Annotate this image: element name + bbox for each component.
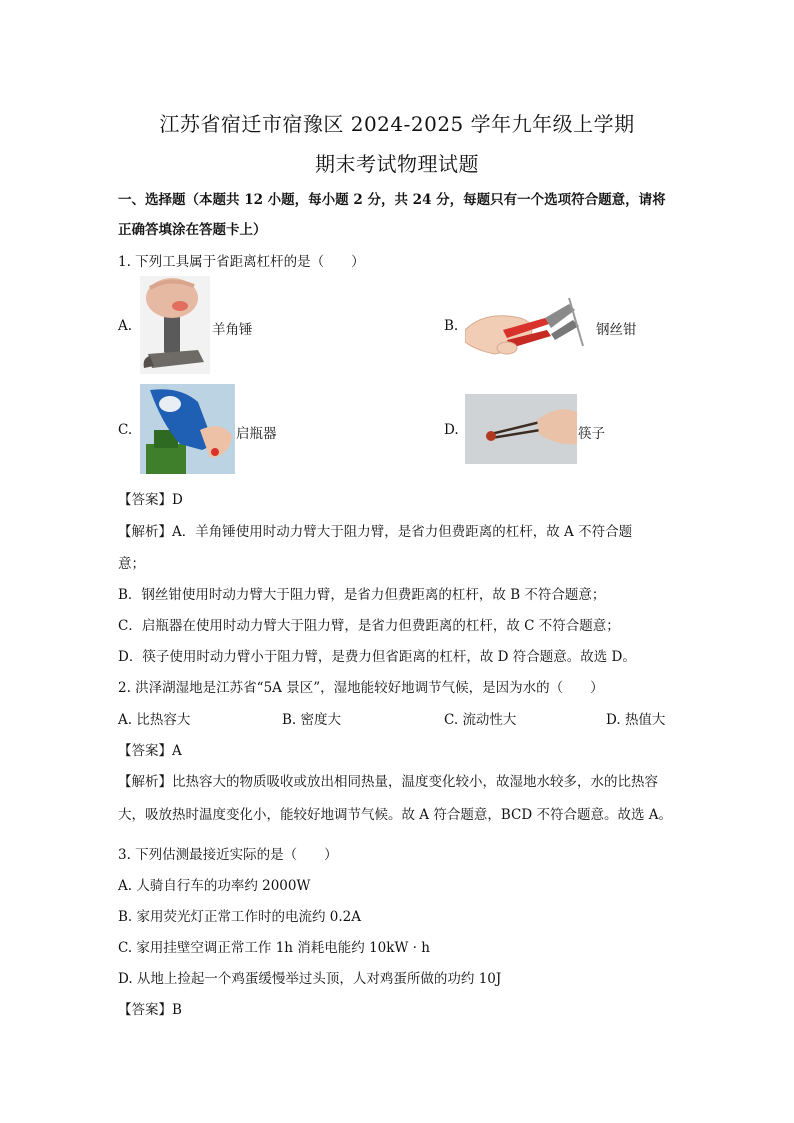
- q1-option-b-label: B.: [444, 318, 459, 334]
- q3-option: D. 从地上捡起一个鸡蛋缓慢举过头顶，人对鸡蛋所做的功约 10J: [118, 971, 502, 987]
- q2-option-text: 热值大: [624, 712, 666, 728]
- q3-option: C. 家用挂壁空调正常工作 1h 消耗电能约 10kW · h: [118, 940, 430, 956]
- q2-option-text: 比热容大: [136, 712, 191, 728]
- q1-analysis-line: B．钢丝钳使用时动力臂大于阻力臂，是省力但费距离的杠杆，故 B 不符合题意；: [118, 587, 606, 603]
- q1-option-b-text: 钢丝钳: [596, 322, 637, 338]
- hammer-image: [140, 276, 210, 374]
- q2-answer: 【答案】A: [118, 743, 182, 759]
- q3-option: A. 人骑自行车的功率约 2000W: [118, 878, 311, 894]
- q1-analysis-line: 【解析】A．羊角锤使用时动力臂大于阻力臂，是省力但费距离的杠杆，故 A 不符合题: [118, 524, 633, 540]
- q2-stem: 2. 洪泽湖湿地是江苏省“5A 景区”，湿地能较好地调节气候，是因为水的（ ）: [118, 680, 604, 696]
- q1-answer: 【答案】D: [118, 492, 183, 508]
- exam-title-line2: 期末考试物理试题: [315, 152, 479, 176]
- q2-option-c: [444, 708, 516, 728]
- q2-option-label: A.: [118, 712, 133, 728]
- q1-analysis-line: D．筷子使用时动力臂小于阻力臂，是费力但省距离的杠杆，故 D 符合题意。故选 D。: [118, 649, 636, 665]
- q1-analysis-line: 意；: [118, 556, 145, 572]
- q2-option-text: 密度大: [300, 712, 342, 728]
- q3-answer: 【答案】B: [118, 1002, 182, 1018]
- exam-title-line1: 江苏省宿迁市宿豫区 2024-2025 学年九年级上学期: [159, 112, 635, 136]
- q2-option-d: [606, 708, 665, 728]
- q2-option-label: C.: [444, 712, 459, 728]
- chopsticks-image: [465, 394, 577, 464]
- section-heading: 一、选择题（本题共 12 小题，每小题 2 分，共 24 分，每题只有一个选项符合题意，请将: [118, 192, 666, 208]
- q1-option-a-text: 羊角锤: [212, 322, 253, 338]
- section-heading-cont: 正确答填涂在答题卡上）: [118, 222, 267, 238]
- q2-option-b: [282, 708, 341, 728]
- q1-analysis-line: C．启瓶器在使用时动力臂大于阻力臂，是省力但费距离的杠杆，故 C 不符合题意；: [118, 618, 620, 634]
- q1-option-c-label: C.: [118, 422, 133, 438]
- bottle-opener-image: [140, 384, 235, 474]
- q2-analysis-line: 【解析】比热容大的物质吸收或放出相同热量，温度变化较小，故湿地水较多，水的比热容: [118, 774, 658, 790]
- q1-stem: 1. 下列工具属于省距离杠杆的是（ ）: [118, 254, 365, 270]
- q1-option-d-text: 筷子: [578, 426, 605, 442]
- q2-option-label: D.: [606, 712, 621, 728]
- q3-stem: 3. 下列估测最接近实际的是（ ）: [118, 847, 338, 863]
- q2-analysis-line: 大，吸放热时温度变化小，能较好地调节气候。故 A 符合题意，BCD 不符合题意。故选 A。: [118, 807, 672, 823]
- q3-option: B. 家用荧光灯正常工作时的电流约 0.2A: [118, 909, 362, 925]
- q2-option-label: B.: [282, 712, 297, 728]
- pliers-image: [465, 290, 590, 360]
- q2-option-text: 流动性大: [462, 712, 517, 728]
- q1-option-d-label: D.: [444, 422, 459, 438]
- q1-option-a-label: A.: [118, 318, 133, 334]
- q1-option-c-text: 启瓶器: [236, 426, 277, 442]
- q2-option-a: [118, 708, 190, 728]
